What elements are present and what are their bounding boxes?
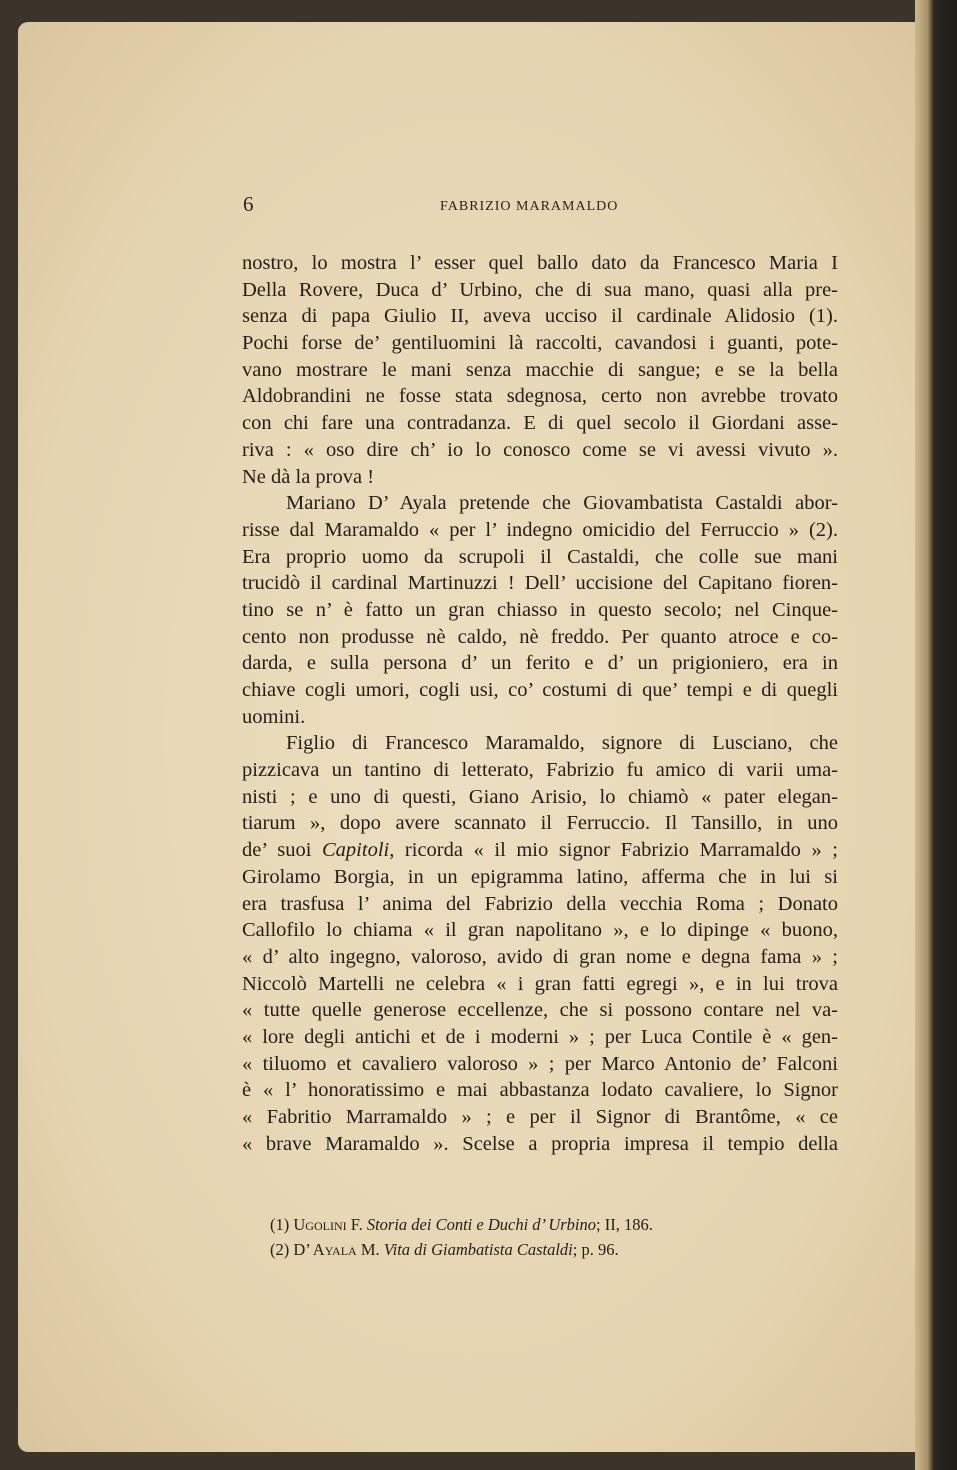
line-text: tiarum », dopo avere scannato il Ferruccio. Il Tansillo, in uno <box>242 812 838 835</box>
line-text: è « l’ honoratissimo e mai abbastanza lodato cavaliere, lo Signor <box>242 1079 838 1102</box>
text-line <box>242 917 838 944</box>
footnote-ref: ; II, 186. <box>596 1215 653 1234</box>
text-line <box>242 677 838 704</box>
line-text: « tiluomo et cavaliero valoroso » ; per Marco Antonio de’ Falconi <box>242 1052 838 1075</box>
line-text: nostro, lo mostra l’ esser quel ballo dato da Francesco Maria I <box>242 252 838 274</box>
line-text: Aldobrandini ne fosse stata sdegnosa, certo non avrebbe trovato <box>242 385 838 408</box>
line-text: nisti ; e uno di questi, Giano Arisio, lo chiamò « pater elegan- <box>242 785 838 808</box>
footnotes <box>270 1212 653 1262</box>
line-text: Ne dà la prova ! <box>242 465 375 488</box>
text-line <box>242 544 838 571</box>
line-text: pizzicava un tantino di letterato, Fabrizio fu amico di varii uma- <box>242 759 838 782</box>
line-text: vano mostrare le mani senza macchie di sangue; e se la bella <box>242 358 838 381</box>
text-line <box>242 730 838 757</box>
line-text: , ricorda « il mio signor Fabrizio Marramaldo » ; <box>389 839 838 862</box>
text-line <box>242 1077 838 1104</box>
line-text: Pochi forse de’ gentiluomini là raccolti, cavandosi i guanti, pote- <box>242 332 838 355</box>
footnote-author: Ugolini F. <box>293 1215 363 1234</box>
text-line <box>242 864 838 891</box>
text-line <box>242 1104 838 1131</box>
line-text: darda, e sulla persona d’ un ferito e d’ un prigioniero, era in <box>242 652 838 675</box>
line-text: cento non produsse nè caldo, nè freddo. Per quanto atroce e co- <box>242 625 838 648</box>
text-line <box>242 757 838 784</box>
footnote <box>270 1212 653 1237</box>
footnote-title: Vita di Giambatista Castaldi <box>383 1240 573 1259</box>
running-title: FABRIZIO MARAMALDO <box>440 199 619 214</box>
line-text: Niccolò Martelli ne celebra « i gran fatti egregi », e in lui trova <box>242 972 838 995</box>
line-text: Figlio di Francesco Maramaldo, signore di Lusciano, che <box>286 732 838 755</box>
text-line <box>242 997 838 1024</box>
text-line <box>242 330 838 357</box>
text-line <box>242 1024 838 1051</box>
text-line <box>242 410 838 437</box>
text-line <box>242 704 838 731</box>
text-line <box>242 1051 838 1078</box>
text-line <box>242 837 838 864</box>
line-text: « brave Maramaldo ». Scelse a propria impresa il tempio della <box>242 1132 838 1155</box>
text-line <box>242 624 838 651</box>
footnote-author: D’ Ayala M. <box>293 1240 380 1259</box>
line-text: Callofilo lo chiama « il gran napolitano », e lo dipinge « buono, <box>242 919 838 942</box>
text-line <box>242 303 838 330</box>
text-line <box>242 357 838 384</box>
footnote-ref: ; p. 96. <box>572 1240 619 1259</box>
text-line <box>242 383 838 410</box>
line-text: « Fabritio Marramaldo » ; e per il Signor di Brantôme, « ce <box>242 1106 838 1128</box>
footnote <box>270 1237 653 1262</box>
line-text: trucidò il cardinal Martinuzzi ! Dell’ uccisione del Capitano fioren- <box>242 572 838 595</box>
text-line <box>242 437 838 464</box>
line-text: era trasfusa l’ anima del Fabrizio della vecchia Roma ; Donato <box>242 892 838 915</box>
text-line <box>242 971 838 998</box>
text-line <box>242 464 838 491</box>
text-line <box>242 570 838 597</box>
line-text: uomini. <box>242 705 306 728</box>
text-line <box>242 944 838 971</box>
text-line <box>242 250 838 277</box>
line-text: chiave cogli umori, cogli usi, co’ costumi di que’ tempi e di quegli <box>242 679 838 701</box>
line-text: riva : « oso dire ch’ io lo conosco come se vi avessi vivuto ». <box>242 438 838 461</box>
line-text: tino se n’ è fatto un gran chiasso in questo secolo; nel Cinque- <box>242 598 838 621</box>
text-line <box>242 891 838 918</box>
text-line <box>242 517 838 544</box>
text-line <box>242 597 838 624</box>
text-line <box>242 277 838 304</box>
line-text: Della Rovere, Duca d’ Urbino, che di sua mano, quasi alla pre- <box>242 278 838 301</box>
book-spine <box>915 0 957 1470</box>
body-text <box>242 250 838 1157</box>
footnote-title: Storia dei Conti e Duchi d’ Urbino <box>366 1215 596 1234</box>
text-line <box>242 784 838 811</box>
line-text: « tutte quelle generose eccellenze, che si possono contare nel va- <box>242 999 838 1022</box>
line-text: « d’ alto ingegno, valoroso, avido di gran nome e degna fama » ; <box>242 945 838 968</box>
footnote-num: (2) <box>270 1240 290 1259</box>
line-text: risse dal Maramaldo « per l’ indegno omicidio del Ferruccio » (2). <box>242 518 838 541</box>
italic-title: Capitoli <box>322 839 390 862</box>
line-text: Mariano D’ Ayala pretende che Giovambatista Castaldi abor- <box>286 492 838 515</box>
line-text: « lore degli antichi et de i moderni » ; per Luca Contile è « gen- <box>242 1025 838 1048</box>
text-line <box>242 650 838 677</box>
text-line <box>242 810 838 837</box>
text-line <box>242 490 838 517</box>
line-text: de’ suoi <box>242 839 322 862</box>
footnote-num: (1) <box>270 1215 290 1234</box>
line-text: Era proprio uomo da scrupoli il Castaldi, che colle sue mani <box>242 545 838 568</box>
line-text: Girolamo Borgia, in un epigramma latino, afferma che in lui si <box>242 865 838 888</box>
line-text: con chi fare una contradanza. E di quel secolo il Giordani asse- <box>242 412 838 435</box>
line-text: senza di papa Giulio II, aveva ucciso il cardinale Alidosio (1). <box>242 305 838 328</box>
text-line <box>242 1131 838 1158</box>
page-number: 6 <box>243 192 254 216</box>
